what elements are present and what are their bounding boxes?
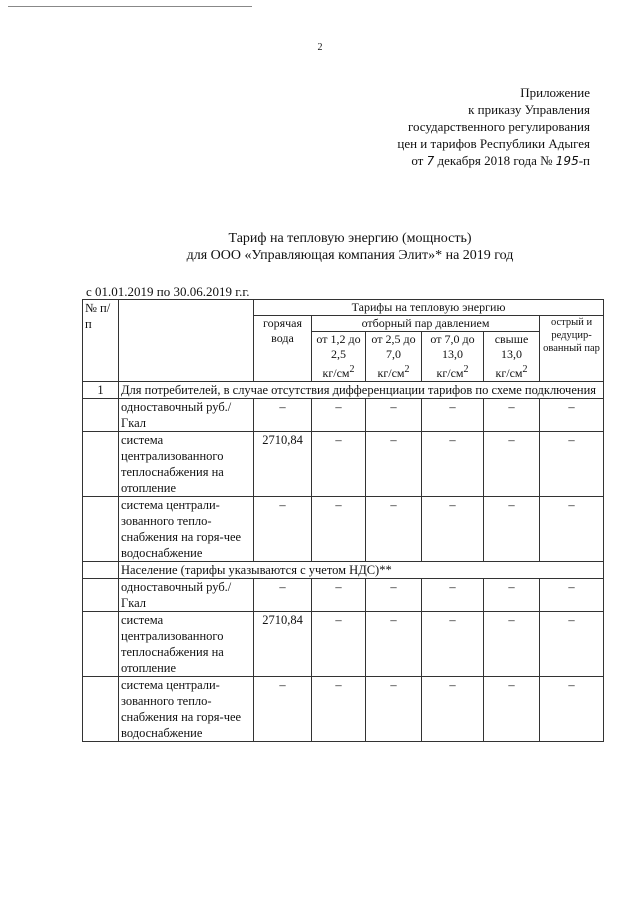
page-number: 2 xyxy=(317,42,323,53)
cell-p3: – xyxy=(422,399,484,432)
period-label: с 01.01.2019 по 30.06.2019 г.г. xyxy=(86,284,250,299)
appendix-date-line xyxy=(300,152,590,170)
cell-p4: – xyxy=(484,612,540,677)
cell-p4: – xyxy=(484,497,540,562)
cell-p1: – xyxy=(312,677,366,742)
document-title xyxy=(130,230,570,264)
cell-p1: – xyxy=(312,579,366,612)
table-row xyxy=(83,432,604,497)
row-label: одноставочный руб./Гкал xyxy=(119,579,254,612)
handwritten-day: 7 xyxy=(426,154,435,168)
cell-sharp: – xyxy=(540,677,604,742)
section-number xyxy=(83,562,119,579)
cell-p3: – xyxy=(422,432,484,497)
cell-p2: – xyxy=(366,432,422,497)
section-title: Для потребителей, в случае отсутствия дифференциации тарифов по схеме подключения xyxy=(119,382,604,399)
cell-hot-water: – xyxy=(254,677,312,742)
cell-p4: – xyxy=(484,579,540,612)
cell-p2: – xyxy=(366,497,422,562)
cell-hot-water: – xyxy=(254,399,312,432)
cell-p1: – xyxy=(312,432,366,497)
header-pressure-2: от 2,5 до 7,0 $кг/см^2$ xyxy=(366,332,422,382)
header-pressure-3: от 7,0 до 13,0 $кг/см^2$ xyxy=(422,332,484,382)
cell-sharp: – xyxy=(540,579,604,612)
cell-hot-water: 2710,84 xyxy=(254,612,312,677)
cell-p3: – xyxy=(422,579,484,612)
section-row xyxy=(83,562,604,579)
top-rule xyxy=(8,6,252,7)
cell-hot-water: – xyxy=(254,497,312,562)
header-hot-water: горячая вода xyxy=(254,316,312,382)
appendix-block xyxy=(300,84,590,170)
header-tariffs: Тарифы на тепловую энергию xyxy=(254,300,604,316)
header-sharp-steam: острый и редуцир-ованный пар xyxy=(540,316,604,382)
header-row-1 xyxy=(83,300,604,316)
cell-hot-water: 2710,84 xyxy=(254,432,312,497)
appendix-line: к приказу Управления xyxy=(468,102,590,117)
cell-sharp: – xyxy=(540,399,604,432)
cell-sharp: – xyxy=(540,612,604,677)
row-label: система централи-зованного тепло-снабжения на горя-чее водоснабжение xyxy=(119,497,254,562)
title-line-1: Тариф на тепловую энергию (мощность) xyxy=(228,231,472,246)
row-label: система централи-зованного тепло-снабжения на горя-чее водоснабжение xyxy=(119,677,254,742)
cell-p3: – xyxy=(422,677,484,742)
order-suffix: -п xyxy=(578,153,590,168)
cell-p2: – xyxy=(366,612,422,677)
cell-p2: – xyxy=(366,579,422,612)
header-steam: отборный пар давлением xyxy=(312,316,540,332)
row-label: одноставочный руб./Гкал xyxy=(119,399,254,432)
section-number: 1 xyxy=(83,382,119,399)
appendix-line: Приложение xyxy=(520,85,590,100)
cell-p3: – xyxy=(422,497,484,562)
table-row xyxy=(83,612,604,677)
cell-p2: – xyxy=(366,399,422,432)
row-label: система централизованного теплоснабжения на отопление xyxy=(119,432,254,497)
section-row xyxy=(83,382,604,399)
appendix-line: цен и тарифов Республики Адыгея xyxy=(397,136,590,151)
section-title: Население (тарифы указываются с учетом НДС)** xyxy=(119,562,604,579)
title-line-2: для ООО «Управляющая компания Элит»* на 2019 год xyxy=(186,248,514,263)
header-number: № п/п xyxy=(83,300,119,382)
header-pressure-1: от 1,2 до 2,5 $кг/см^2$ xyxy=(312,332,366,382)
header-pressure-4: свыше 13,0 $кг/см^2$ xyxy=(484,332,540,382)
cell-p4: – xyxy=(484,399,540,432)
row-label: система централизованного теплоснабжения на отопление xyxy=(119,612,254,677)
cell-p1: – xyxy=(312,497,366,562)
cell-p1: – xyxy=(312,612,366,677)
cell-p1: – xyxy=(312,399,366,432)
cell-p4: – xyxy=(484,677,540,742)
table-row xyxy=(83,497,604,562)
date-middle: декабря 2018 года № xyxy=(437,153,553,168)
cell-sharp: – xyxy=(540,432,604,497)
table-row xyxy=(83,399,604,432)
cell-p2: – xyxy=(366,677,422,742)
table-row xyxy=(83,579,604,612)
date-prefix: от xyxy=(411,153,424,168)
appendix-line: государственного регулирования xyxy=(407,119,590,134)
table-row xyxy=(83,677,604,742)
header-blank xyxy=(119,300,254,382)
cell-sharp: – xyxy=(540,497,604,562)
cell-p4: – xyxy=(484,432,540,497)
tariff-table xyxy=(82,299,604,742)
cell-hot-water: – xyxy=(254,579,312,612)
handwritten-order-number: 195 xyxy=(555,154,579,168)
cell-p3: – xyxy=(422,612,484,677)
